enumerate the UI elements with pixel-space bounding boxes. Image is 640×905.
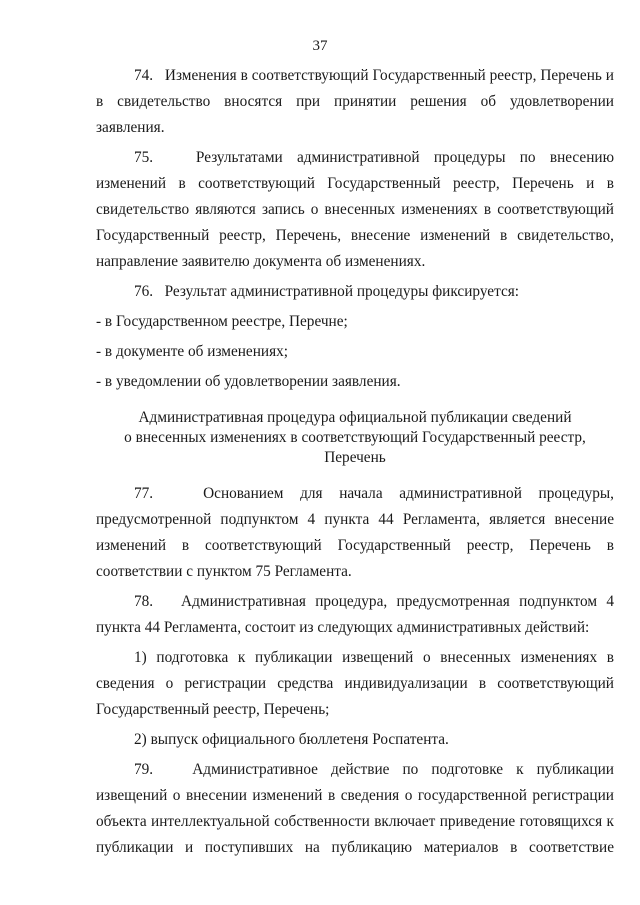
- paragraph-74: 74. Изменения в соответствующий Государственный реестр, Перечень и в свидетельство вносятся при принятии решения об удовлетворении заявления.: [96, 67, 614, 136]
- paragraph-77: 77. Основанием для начала административной процедуры, предусмотренной подпунктом 4 пункта 44 Регламента, является внесение изменений в соответствующий Государственный реестр, Перечень в соответствии с пунктом 75 Регламента.: [96, 485, 614, 580]
- list-item: - в документе об изменениях;: [96, 343, 289, 360]
- paragraph-78: 78. Административная процедура, предусмотренная подпунктом 4 пункта 44 Регламента, состоит из следующих административных действий:: [96, 593, 614, 636]
- paragraph-78-item-2: 2) выпуск официального бюллетеня Роспатента.: [134, 731, 449, 748]
- list-item: - в уведомлении об удовлетворении заявления.: [96, 373, 401, 390]
- heading-line: о внесенных изменениях в соответствующий Государственный реестр,: [124, 429, 586, 446]
- paragraph-75: 75. Результатами административной процедуры по внесению изменений в соответствующий Государственный реестр, Перечень и в свидетельство являются запись о внесенных изменениях в соответствующий Государственный реестр, Перечень, внесение изменений в свидетельство, направление заявителю документа об изменениях.: [96, 149, 614, 270]
- list-item: - в Государственном реестре, Перечне;: [96, 313, 348, 330]
- paragraph-79: 79. Административное действие по подготовке к публикации извещений о внесении изменений в сведения о государственной регистрации объекта интеллектуальной собственности включает приведение готовящихся к публикации и поступивших на публикацию материалов в соответствие: [96, 761, 614, 856]
- paragraph-76: 76. Результат административной процедуры фиксируется:: [134, 283, 520, 300]
- document-body: [96, 63, 614, 861]
- heading-line: Административная процедура официальной публикации сведений: [138, 409, 572, 426]
- section-heading: [96, 408, 614, 468]
- paragraph-78-item-1: 1) подготовка к публикации извещений о внесенных изменениях в сведения о регистрации средства индивидуализации в соответствующий Государственный реестр, Перечень;: [96, 649, 614, 718]
- page-number: 37: [312, 38, 328, 54]
- heading-line: Перечень: [324, 449, 386, 466]
